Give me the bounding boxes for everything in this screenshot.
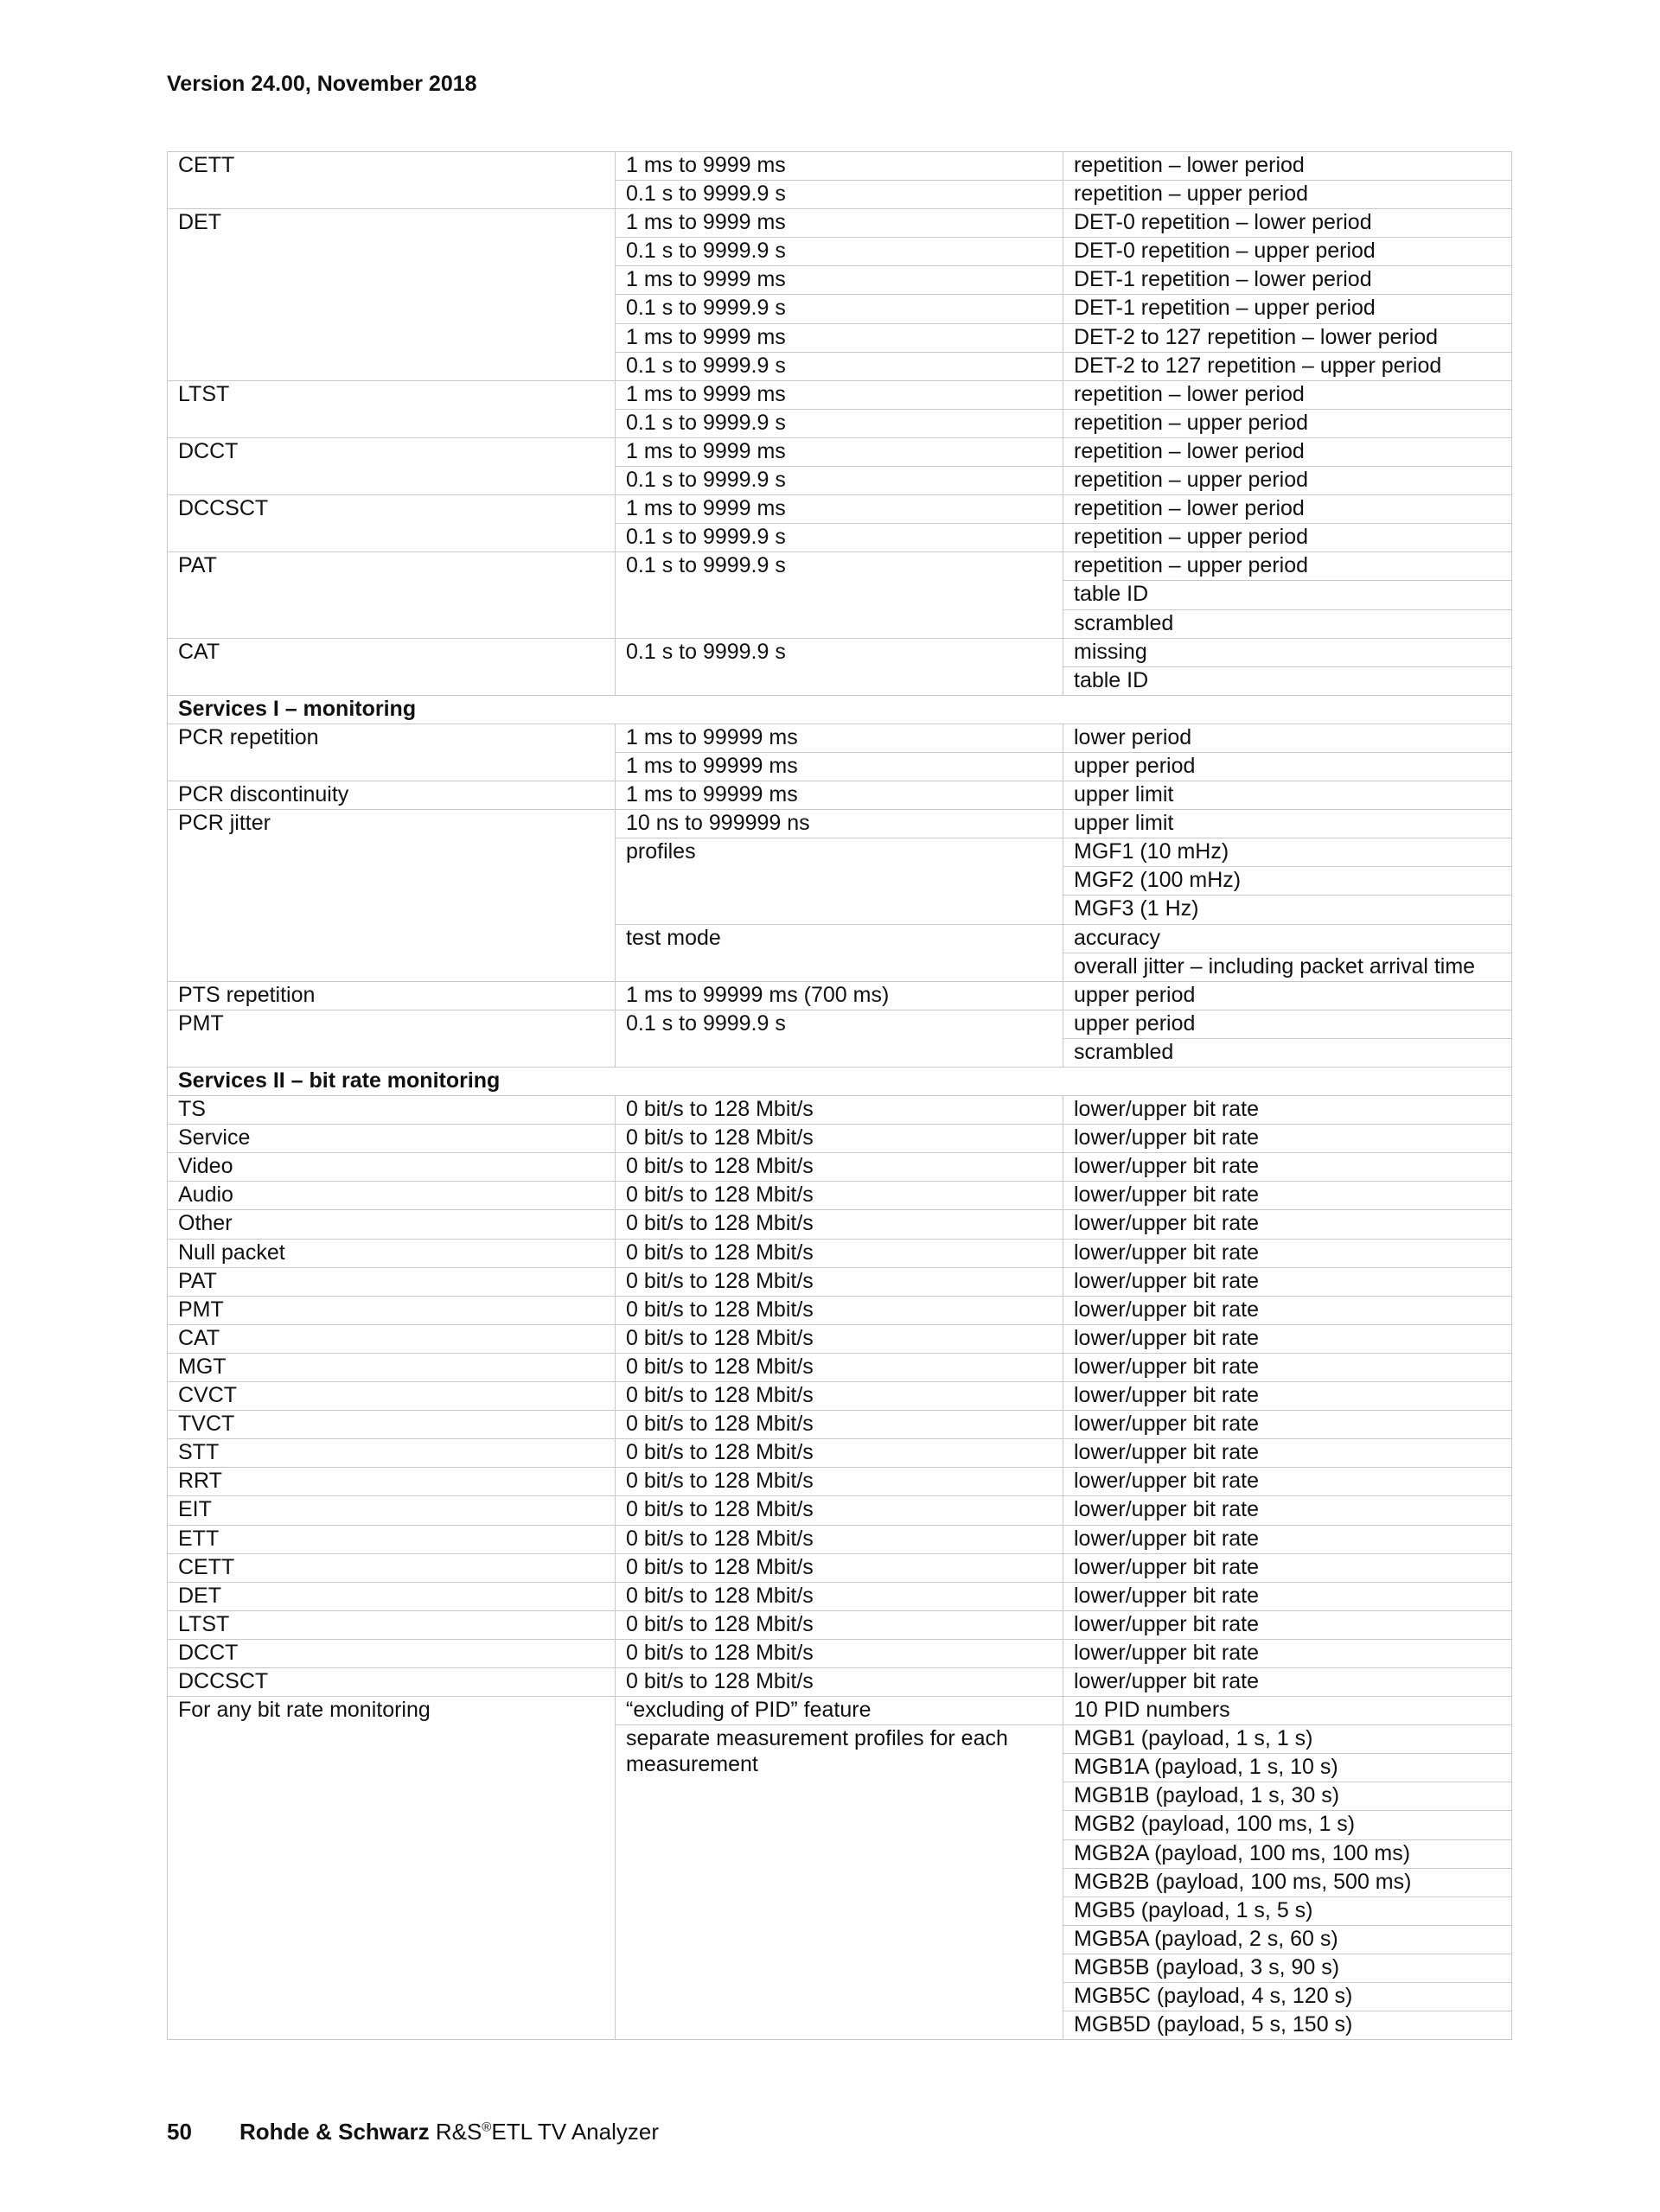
parameter-cell: CETT <box>168 152 616 209</box>
description-cell: upper period <box>1063 981 1512 1010</box>
description-cell: table ID <box>1063 581 1512 609</box>
range-cell: 0 bit/s to 128 Mbit/s <box>616 1468 1063 1496</box>
registered-mark: ® <box>482 2120 492 2135</box>
range-cell: 1 ms to 9999 ms <box>616 266 1063 295</box>
description-cell: MGB2A (payload, 100 ms, 100 ms) <box>1063 1839 1512 1868</box>
description-cell: table ID <box>1063 666 1512 695</box>
parameter-cell: CETT <box>168 1553 616 1582</box>
table-row <box>168 380 1512 409</box>
description-cell: lower/upper bit rate <box>1063 1267 1512 1296</box>
range-cell: 1 ms to 9999 ms <box>616 323 1063 352</box>
parameter-cell: STT <box>168 1439 616 1468</box>
range-cell: 0 bit/s to 128 Mbit/s <box>616 1525 1063 1553</box>
parameter-cell: Other <box>168 1210 616 1239</box>
description-cell: 10 PID numbers <box>1063 1697 1512 1725</box>
description-cell: repetition – lower period <box>1063 152 1512 181</box>
document-header: Version 24.00, November 2018 <box>167 72 477 96</box>
range-cell: 1 ms to 9999 ms <box>616 209 1063 238</box>
table-row <box>168 1667 1512 1696</box>
table-row <box>168 1182 1512 1210</box>
range-cell: 0 bit/s to 128 Mbit/s <box>616 1382 1063 1411</box>
description-cell: lower/upper bit rate <box>1063 1182 1512 1210</box>
range-cell: 0.1 s to 9999.9 s <box>616 409 1063 437</box>
range-cell: 0 bit/s to 128 Mbit/s <box>616 1353 1063 1381</box>
table-row <box>168 1096 1512 1125</box>
table-row <box>168 1010 1512 1038</box>
table-row <box>168 1468 1512 1496</box>
description-cell: lower/upper bit rate <box>1063 1153 1512 1182</box>
range-cell: 0.1 s to 9999.9 s <box>616 467 1063 495</box>
description-cell: repetition – upper period <box>1063 524 1512 552</box>
range-cell: 0 bit/s to 128 Mbit/s <box>616 1096 1063 1125</box>
description-cell: MGB5D (payload, 5 s, 150 s) <box>1063 2011 1512 2040</box>
description-cell: lower/upper bit rate <box>1063 1610 1512 1639</box>
table-row <box>168 1153 1512 1182</box>
table-row <box>168 1639 1512 1667</box>
range-cell: 0 bit/s to 128 Mbit/s <box>616 1667 1063 1696</box>
table-row <box>168 810 1512 838</box>
parameter-cell: DET <box>168 1582 616 1610</box>
description-cell: lower/upper bit rate <box>1063 1639 1512 1667</box>
table-row <box>168 1610 1512 1639</box>
range-cell: 0 bit/s to 128 Mbit/s <box>616 1496 1063 1525</box>
description-cell: MGB5 (payload, 1 s, 5 s) <box>1063 1896 1512 1925</box>
description-cell: upper period <box>1063 1010 1512 1038</box>
range-cell: 0 bit/s to 128 Mbit/s <box>616 1439 1063 1468</box>
range-cell: 0 bit/s to 128 Mbit/s <box>616 1267 1063 1296</box>
parameter-cell: Null packet <box>168 1239 616 1267</box>
description-cell: MGB5B (payload, 3 s, 90 s) <box>1063 1954 1512 1982</box>
description-cell: repetition – upper period <box>1063 409 1512 437</box>
description-cell: MGB1B (payload, 1 s, 30 s) <box>1063 1782 1512 1811</box>
description-cell: lower/upper bit rate <box>1063 1353 1512 1381</box>
parameter-cell: For any bit rate monitoring <box>168 1697 616 2040</box>
description-cell: DET-1 repetition – upper period <box>1063 295 1512 323</box>
section-title: Services II – bit rate monitoring <box>168 1068 1512 1096</box>
parameter-cell: PAT <box>168 1267 616 1296</box>
table-row <box>168 1582 1512 1610</box>
description-cell: DET-1 repetition – lower period <box>1063 266 1512 295</box>
table-row <box>168 781 1512 810</box>
description-cell: repetition – lower period <box>1063 437 1512 466</box>
footer-product-name: ETL TV Analyzer <box>491 2119 660 2145</box>
description-cell: repetition – upper period <box>1063 467 1512 495</box>
footer-brand: Rohde & Schwarz <box>239 2119 430 2145</box>
description-cell: MGB2B (payload, 100 ms, 500 ms) <box>1063 1868 1512 1896</box>
table-row <box>168 1439 1512 1468</box>
table-row <box>168 1553 1512 1582</box>
table-row <box>168 1296 1512 1324</box>
description-cell: overall jitter – including packet arrival time <box>1063 953 1512 981</box>
range-cell: 1 ms to 9999 ms <box>616 495 1063 524</box>
description-cell: scrambled <box>1063 1038 1512 1067</box>
parameter-cell: EIT <box>168 1496 616 1525</box>
parameter-cell: DCCSCT <box>168 1667 616 1696</box>
range-cell: 0 bit/s to 128 Mbit/s <box>616 1582 1063 1610</box>
description-cell: lower/upper bit rate <box>1063 1324 1512 1353</box>
description-cell: repetition – lower period <box>1063 495 1512 524</box>
table-row <box>168 495 1512 524</box>
parameter-cell: PCR repetition <box>168 724 616 781</box>
description-cell: MGB5C (payload, 4 s, 120 s) <box>1063 1983 1512 2011</box>
description-cell: lower/upper bit rate <box>1063 1667 1512 1696</box>
table-row <box>168 724 1512 752</box>
table-row <box>168 152 1512 181</box>
range-cell: 0 bit/s to 128 Mbit/s <box>616 1553 1063 1582</box>
parameter-cell: CAT <box>168 638 616 695</box>
spec-table <box>167 151 1512 2040</box>
table-row <box>168 1411 1512 1439</box>
range-cell: 1 ms to 99999 ms (700 ms) <box>616 981 1063 1010</box>
range-cell: 0.1 s to 9999.9 s <box>616 352 1063 380</box>
parameter-cell: PAT <box>168 552 616 638</box>
parameter-cell: Audio <box>168 1182 616 1210</box>
range-cell: 0 bit/s to 128 Mbit/s <box>616 1639 1063 1667</box>
parameter-cell: Service <box>168 1125 616 1153</box>
description-cell: lower/upper bit rate <box>1063 1468 1512 1496</box>
section-title: Services I – monitoring <box>168 695 1512 724</box>
range-cell: 0 bit/s to 128 Mbit/s <box>616 1324 1063 1353</box>
description-cell: MGB1A (payload, 1 s, 10 s) <box>1063 1754 1512 1782</box>
parameter-cell: DET <box>168 209 616 381</box>
parameter-cell: RRT <box>168 1468 616 1496</box>
table-row <box>168 1324 1512 1353</box>
range-cell: 0.1 s to 9999.9 s <box>616 295 1063 323</box>
table-row <box>168 638 1512 666</box>
table-row <box>168 1525 1512 1553</box>
description-cell: lower/upper bit rate <box>1063 1411 1512 1439</box>
description-cell: upper limit <box>1063 810 1512 838</box>
parameter-cell: MGT <box>168 1353 616 1381</box>
footer-product-prefix: R&S <box>435 2119 482 2145</box>
range-cell: 0 bit/s to 128 Mbit/s <box>616 1239 1063 1267</box>
table-row <box>168 1239 1512 1267</box>
range-cell: test mode <box>616 924 1063 981</box>
description-cell: upper period <box>1063 752 1512 781</box>
range-cell: 0 bit/s to 128 Mbit/s <box>616 1610 1063 1639</box>
parameter-cell: LTST <box>168 380 616 437</box>
table-row <box>168 1267 1512 1296</box>
range-cell: profiles <box>616 838 1063 924</box>
parameter-cell: DCCT <box>168 1639 616 1667</box>
description-cell: MGB2 (payload, 100 ms, 1 s) <box>1063 1811 1512 1839</box>
description-cell: missing <box>1063 638 1512 666</box>
description-cell: MGF1 (10 mHz) <box>1063 838 1512 867</box>
parameter-cell: PMT <box>168 1010 616 1067</box>
parameter-cell: PMT <box>168 1296 616 1324</box>
description-cell: lower/upper bit rate <box>1063 1582 1512 1610</box>
range-cell: 0.1 s to 9999.9 s <box>616 552 1063 638</box>
description-cell: lower/upper bit rate <box>1063 1382 1512 1411</box>
range-cell: 1 ms to 99999 ms <box>616 752 1063 781</box>
range-cell: 0.1 s to 9999.9 s <box>616 1010 1063 1067</box>
range-cell: 1 ms to 99999 ms <box>616 724 1063 752</box>
range-cell: 1 ms to 99999 ms <box>616 781 1063 810</box>
range-cell: 1 ms to 9999 ms <box>616 152 1063 181</box>
description-cell: lower/upper bit rate <box>1063 1239 1512 1267</box>
description-cell: lower/upper bit rate <box>1063 1553 1512 1582</box>
description-cell: accuracy <box>1063 924 1512 953</box>
parameter-cell: ETT <box>168 1525 616 1553</box>
parameter-cell: PTS repetition <box>168 981 616 1010</box>
description-cell: lower/upper bit rate <box>1063 1496 1512 1525</box>
range-cell: “excluding of PID” feature <box>616 1697 1063 1725</box>
range-cell: 0.1 s to 9999.9 s <box>616 238 1063 266</box>
table-row <box>168 437 1512 466</box>
table-row <box>168 1353 1512 1381</box>
description-cell: repetition – lower period <box>1063 380 1512 409</box>
description-cell: MGF3 (1 Hz) <box>1063 896 1512 924</box>
description-cell: DET-0 repetition – upper period <box>1063 238 1512 266</box>
page-footer <box>167 2119 659 2145</box>
description-cell: MGB1 (payload, 1 s, 1 s) <box>1063 1725 1512 1754</box>
description-cell: DET-2 to 127 repetition – upper period <box>1063 352 1512 380</box>
parameter-cell: Video <box>168 1153 616 1182</box>
range-cell: 1 ms to 9999 ms <box>616 437 1063 466</box>
range-cell: 0 bit/s to 128 Mbit/s <box>616 1411 1063 1439</box>
description-cell: repetition – upper period <box>1063 181 1512 209</box>
parameter-cell: CAT <box>168 1324 616 1353</box>
description-cell: upper limit <box>1063 781 1512 810</box>
description-cell: lower/upper bit rate <box>1063 1210 1512 1239</box>
range-cell: separate measurement profiles for each measurement <box>616 1725 1063 2040</box>
table-row <box>168 1125 1512 1153</box>
page-number: 50 <box>167 2119 192 2145</box>
section-header-row <box>168 1068 1512 1096</box>
description-cell: lower/upper bit rate <box>1063 1096 1512 1125</box>
description-cell: repetition – upper period <box>1063 552 1512 581</box>
table-row <box>168 981 1512 1010</box>
range-cell: 0 bit/s to 128 Mbit/s <box>616 1296 1063 1324</box>
table-row <box>168 552 1512 581</box>
description-cell: MGF2 (100 mHz) <box>1063 867 1512 896</box>
table-row <box>168 209 1512 238</box>
table-row <box>168 1697 1512 1725</box>
table-row <box>168 1496 1512 1525</box>
description-cell: DET-2 to 127 repetition – lower period <box>1063 323 1512 352</box>
table-row <box>168 1382 1512 1411</box>
description-cell: DET-0 repetition – lower period <box>1063 209 1512 238</box>
description-cell: lower/upper bit rate <box>1063 1525 1512 1553</box>
range-cell: 0.1 s to 9999.9 s <box>616 524 1063 552</box>
range-cell: 0.1 s to 9999.9 s <box>616 181 1063 209</box>
description-cell: lower period <box>1063 724 1512 752</box>
spec-table-body <box>168 152 1512 2040</box>
section-header-row <box>168 695 1512 724</box>
range-cell: 0.1 s to 9999.9 s <box>616 638 1063 695</box>
table-row <box>168 1210 1512 1239</box>
parameter-cell: PCR discontinuity <box>168 781 616 810</box>
range-cell: 0 bit/s to 128 Mbit/s <box>616 1182 1063 1210</box>
range-cell: 0 bit/s to 128 Mbit/s <box>616 1210 1063 1239</box>
range-cell: 10 ns to 999999 ns <box>616 810 1063 838</box>
description-cell: MGB5A (payload, 2 s, 60 s) <box>1063 1925 1512 1954</box>
range-cell: 1 ms to 9999 ms <box>616 380 1063 409</box>
parameter-cell: LTST <box>168 1610 616 1639</box>
range-cell: 0 bit/s to 128 Mbit/s <box>616 1153 1063 1182</box>
description-cell: lower/upper bit rate <box>1063 1296 1512 1324</box>
description-cell: lower/upper bit rate <box>1063 1125 1512 1153</box>
parameter-cell: TVCT <box>168 1411 616 1439</box>
parameter-cell: DCCSCT <box>168 495 616 552</box>
parameter-cell: CVCT <box>168 1382 616 1411</box>
parameter-cell: PCR jitter <box>168 810 616 982</box>
parameter-cell: DCCT <box>168 437 616 494</box>
description-cell: scrambled <box>1063 609 1512 638</box>
description-cell: lower/upper bit rate <box>1063 1439 1512 1468</box>
range-cell: 0 bit/s to 128 Mbit/s <box>616 1125 1063 1153</box>
parameter-cell: TS <box>168 1096 616 1125</box>
